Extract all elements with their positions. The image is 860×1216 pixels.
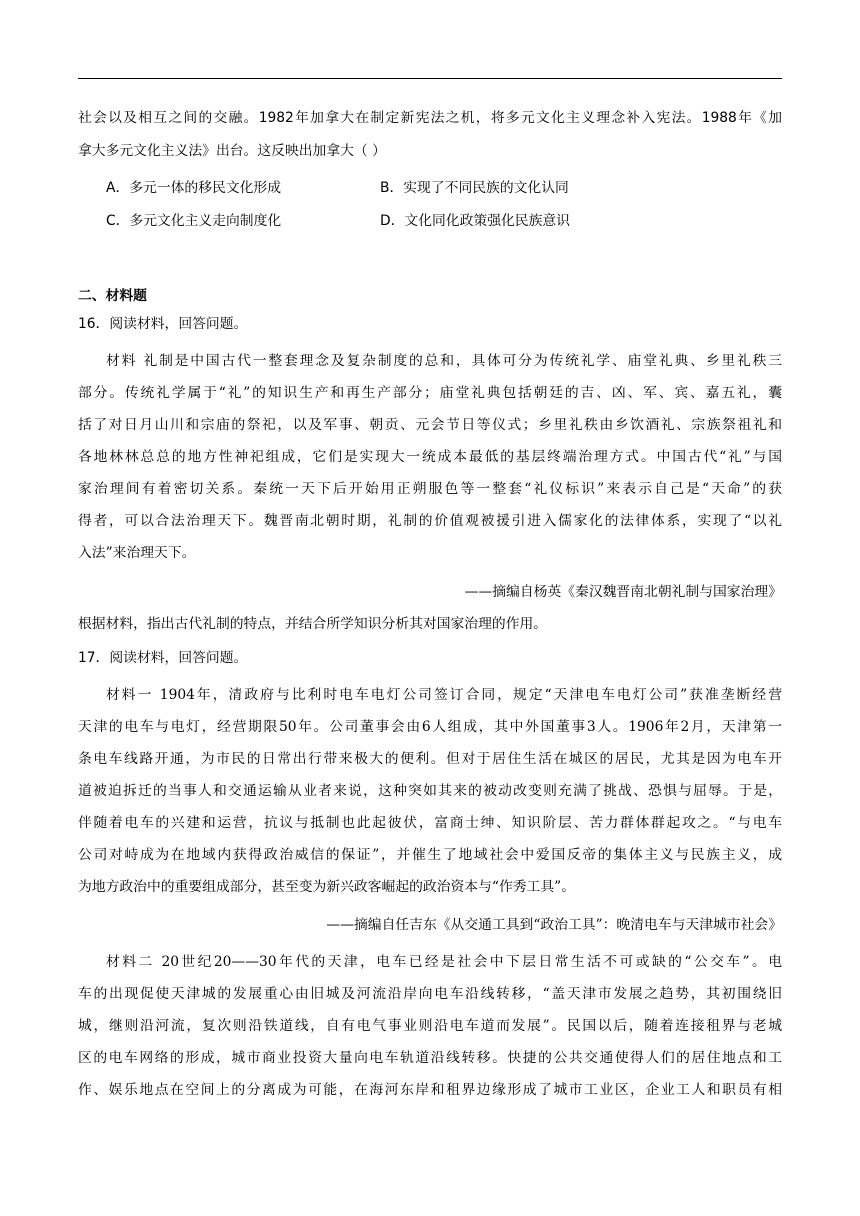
q17-material1-line: 公司对峙成为在地域内获得政治威信的保证”，并催生了地域社会中爱国反帝的集体主义与民族主义，成 xyxy=(78,847,782,863)
header-rule xyxy=(78,78,782,79)
q16-question: 根据材料，指出古代礼制的特点，并结合所学知识分析其对国家治理的作用。 xyxy=(78,616,548,632)
q16-material-line: 部分。传统礼学属于“礼”的知识生产和再生产部分；庙堂礼典包括朝廷的吉、凶、军、宾、嘉五礼，囊 xyxy=(78,385,782,401)
q16-material-line: 家治理间有着密切关系。秦统一天下后开始用正朔服色等一整套“礼仪标识”来表示自己是“天命”的获 xyxy=(78,481,782,497)
q17-material2-line: 作、娱乐地点在空间上的分离成为可能，在海河东岸和租界边缘形成了城市工业区，企业工人和职员有相 xyxy=(78,1082,782,1098)
q17-material2-line: 材料二 20世纪20——30年代的天津，电车已经是社会中下层日常生活不可或缺的“公交车”。电 xyxy=(106,954,782,970)
q16-material-line: 材料 礼制是中国古代一整套理念及复杂制度的总和，具体可分为传统礼学、庙堂礼典、乡里礼秩三 xyxy=(106,353,782,369)
q15-option-a: A．多元一体的移民文化形成 xyxy=(106,180,281,196)
q17-material1-line: 天津的电车与电灯，经营期限50年。公司董事会由6人组成，其中外国董事3人。1906年2月，天津第一 xyxy=(78,719,782,735)
section-heading-materials: 二、材料题 xyxy=(78,288,147,304)
q17-material1-line: 伴随着电车的兴建和运营，抗议与抵制也此起彼伏，富商士绅、知识阶层、苦力群体群起攻之。“与电车 xyxy=(78,815,782,831)
q17-material2-line: 车的出现促使天津城的发展重心由旧城及河流沿岸向电车沿线转移，“盖天津市发展之趋势，其初围绕旧 xyxy=(78,986,782,1002)
q17-material2-line: 区的电车网络的形成，城市商业投资大量向电车轨道沿线转移。快捷的公共交通使得人们的居住地点和工 xyxy=(78,1050,782,1066)
q15-text-line-2: 拿大多元文化主义法》出台。这反映出加拿大（ ） xyxy=(78,143,386,159)
q17-source1-citation: ——摘编自任吉东《从交通工具到“政治工具”：晚清电车与天津城市社会》 xyxy=(326,917,782,933)
q17-material1-line: 材料一 1904年，清政府与比利时电车电灯公司签订合同，规定“天津电车电灯公司”获准垄断经营 xyxy=(106,687,782,703)
q16-material-line: 得者，可以合法治理天下。魏晋南北朝时期，礼制的价值观被援引进入儒家化的法律体系，实现了“以礼 xyxy=(78,513,782,529)
q15-option-c: C．多元文化主义走向制度化 xyxy=(106,213,282,229)
q16-material-line: 括了对日月山川和宗庙的祭祀，以及军事、朝贡、元会节日等仪式；乡里礼秩由乡饮酒礼、宗族祭祖礼和 xyxy=(78,417,782,433)
q16-material-line: 各地林林总总的地方性神祀组成，它们是实现大一统成本最低的基层终端治理方式。中国古代“礼”与国 xyxy=(78,449,782,465)
q15-text-line-1: 社会以及相互之间的交融。1982年加拿大在制定新宪法之机，将多元文化主义理念补入宪法。1988年《加 xyxy=(78,110,782,126)
q15-option-d: D．文化同化政策强化民族意识 xyxy=(380,213,570,229)
q17-material1-line: 道被迫拆迁的当事人和交通运输从业者来说，这种突如其来的被动改变则充满了挑战、恐惧与屈辱。于是， xyxy=(78,783,782,799)
q16-stem: 16．阅读材料，回答问题。 xyxy=(78,316,248,332)
q17-material1-line: 条电车线路开通，为市民的日常出行带来极大的便利。但对于居住生活在城区的居民，尤其是因为电车开 xyxy=(78,751,782,767)
q16-source-citation: ——摘编自杨英《秦汉魏晋南北朝礼制与国家治理》 xyxy=(464,584,782,600)
q16-material-line: 入法”来治理天下。 xyxy=(78,545,196,561)
q17-material1-line: 为地方政治中的重要组成部分，甚至变为新兴政客崛起的政治资本与“作秀工具”。 xyxy=(78,879,575,895)
q15-option-b: B．实现了不同民族的文化认同 xyxy=(380,180,569,196)
q17-material2-line: 城，继则沿河流，复次则沿铁道线，自有电气事业则沿电车道而发展”。民国以后，随着连接租界与老城 xyxy=(78,1018,782,1034)
q17-stem: 17．阅读材料，回答问题。 xyxy=(78,650,248,666)
